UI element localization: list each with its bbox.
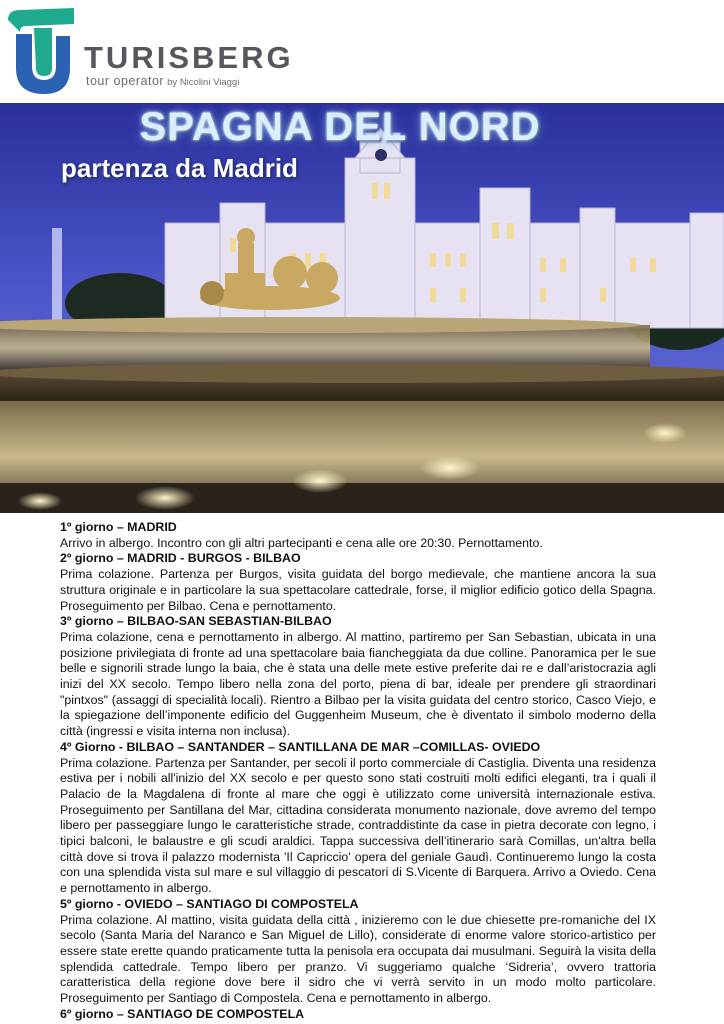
turisberg-logo	[4, 6, 304, 96]
turisberg-logo-mark-icon	[4, 6, 79, 96]
day-title: 1º giorno – MADRID	[60, 520, 177, 534]
logo-tagline	[86, 74, 239, 88]
day-title: 4º Giorno - BILBAO – SANTANDER – SANTILLANA DE MAR –COMILLAS- OVIEDO	[60, 739, 541, 754]
logo-name: TURISBERG	[84, 40, 294, 75]
itinerary-day	[60, 1007, 656, 1023]
day-title: 2º giorno – MADRID - BURGOS - BILBAO	[60, 551, 301, 566]
day-text: Prima colazione. Partenza per Santander, per secoli il porto commerciale di Castiglia. Diventa una residenza estiva per i nobili all'inizio del XX secolo e per questo sono stati costruiti molti edifici eleganti, tra i quali il Palacio de la Magdalena di fronte al mare che oggi è utilizzato come università internazionale estiva. Proseguimento per Santillana del Mar, cittadina considerata monumento nazionale, dove avremo del tempo libero per passeggiare lungo le caratteristiche strade, contraddistinte da case in pietra decorate con legno, i tipici balconi, le balaustre e gli scudi araldici. Tappa successiva dell’itinerario sarà Comillas, un'altra bella città dove si trova il palazzo modernista 'Il Capriccio' opera del geniale Gaudì. Continueremo lungo la costa con una splendida vista sul mare e sul villaggio di pescatori di S.Vicente di Barquera. Arrivo a Oviedo. Cena e pernottamento in albergo.	[60, 755, 656, 896]
hero-subtitle: partenza da Madrid	[61, 153, 298, 183]
hero-title: SPAGNA DEL NORD	[139, 105, 541, 149]
day-text: Arrivo in albergo. Incontro con gli altri partecipanti e cena alle ore 20:30. Pernottamento.	[60, 535, 543, 550]
itinerary-day	[60, 520, 656, 551]
itinerary-day	[60, 740, 656, 897]
itinerary-day	[60, 897, 656, 1007]
itinerary-day	[60, 614, 656, 740]
itinerary	[60, 520, 656, 1023]
day-title: 3º giorno – BILBAO-SAN SEBASTIAN-BILBAO	[60, 614, 332, 629]
logo-by-text: by Nicolini Viaggi	[167, 77, 240, 88]
logo-tagline-text: tour operator	[86, 74, 165, 88]
day-title: 6º giorno – SANTIAGO DE COMPOSTELA	[60, 1006, 305, 1021]
day-title: 5º giorno - OVIEDO – SANTIAGO DI COMPOSTELA	[60, 896, 359, 911]
hero-banner	[0, 103, 724, 513]
day-text: Prima colazione, cena e pernottamento in albergo. Al mattino, partiremo per San Sebastian, ubicata in una posizione privilegiata di fronte ad una spettacolare baia fiancheggiata da due colline. Panoramica per le sue belle e signorili strade lungo la baia, che è stata una delle mete estive preferite dai re e dall’aristocrazia agli inizi del XX secolo. Tempo libero nella zona del porto, piena di bar, ideale per prendere gli straordinari "pintxos" (assaggi di specialità locali). Rientro a Bilbao per la visita guidata del centro storico, Casco Viejo, e la spiegazione dell’imponente edificio del Guggenheim Museum, che è diventato il simbolo moderno della città (ingressi e visita interna non inclusa).	[60, 629, 656, 739]
day-text: Prima colazione. Al mattino, visita guidata della città , inizieremo con le due chiesette pre-romaniche del IX secolo (Santa Maria del Naranco e San Miguel de Lillo), considerate di enorme valore storico-artistico per essere state erette quando praticamente tutta la penisola era occupata dai musulmani. Seguirà la visita della splendida cattedrale. Tempo libero per pranzo. Vi suggeriamo qualche ‘Sidreria’, ovvero trattoria caratteristica della regione dove bere il sidro che vi verrà servito in un modo molto particolare. Proseguimento per Santiago di Compostela. Cena e pernottamento in albergo.	[60, 912, 656, 1006]
day-text: Prima colazione. Partenza per Burgos, visita guidata del borgo medievale, che mantiene ancora la sua struttura originale e in particolare la sua spettacolare cattedrale, forse, il miglior edificio gotico della Spagna. Proseguimento per Bilbao. Cena e pernottamento.	[60, 567, 656, 613]
itinerary-day	[60, 551, 656, 614]
